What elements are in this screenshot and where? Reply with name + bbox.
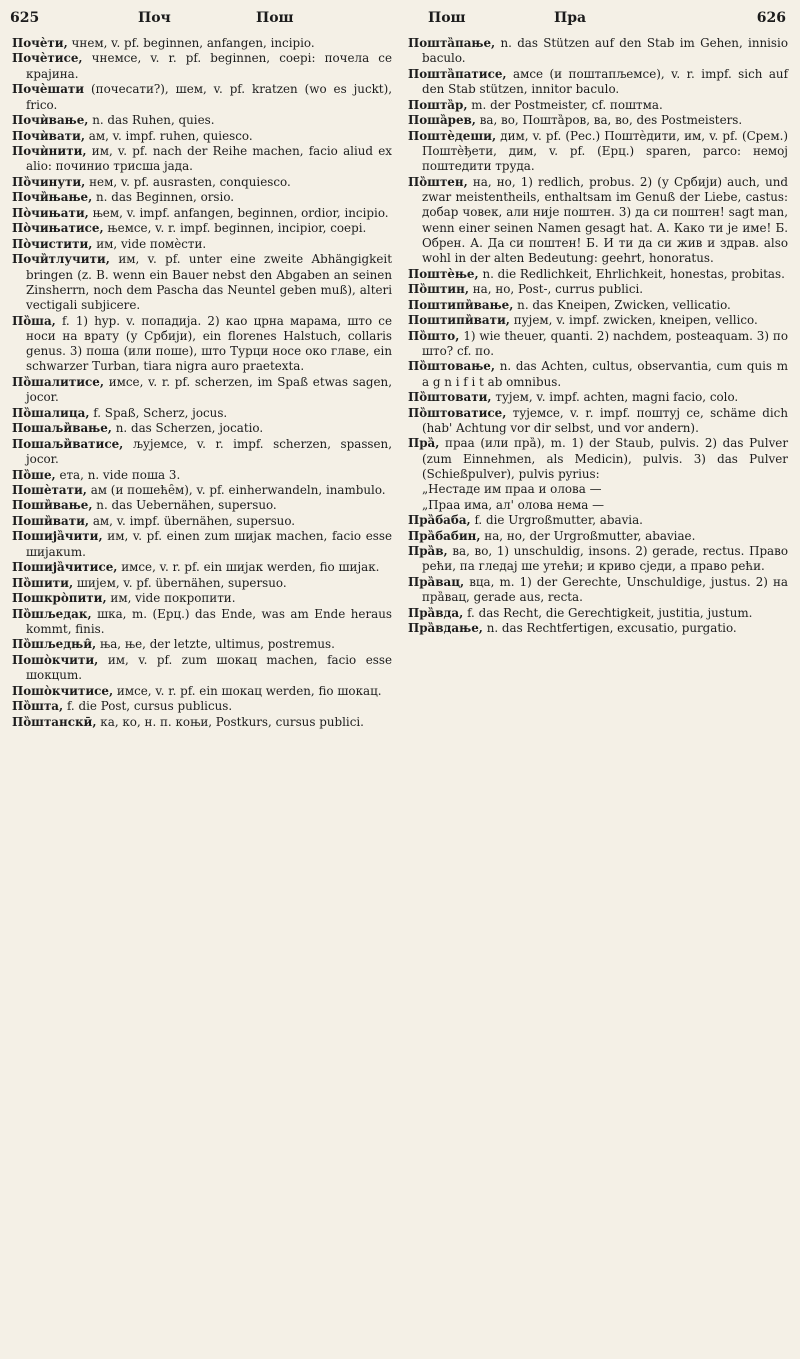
- entry-definition: n. das Beginnen, orsio.: [96, 190, 235, 205]
- verse-quote: „Нестаде им праа и олова —: [422, 482, 602, 497]
- entry-headword: Поша̏рев,: [408, 113, 476, 128]
- entry-definition: им, v. pf. unter eine zweite Abhängigkeit bringen (z. B. wenn ein Bauer nebst den Abgaben an seinen Zinsherrn, noch dem Pascha das Neuntel geben muß), alteri vectigali subjicere.: [26, 252, 392, 313]
- dictionary-entry: [12, 144, 392, 175]
- entry-headword: Почѝвање,: [12, 113, 89, 128]
- entry-definition: им, v. pf. zum шокац machen, facio esse шокцum.: [26, 652, 393, 683]
- entry-definition: шка, m. (Ерц.) das Ende, was am Ende heraus kommt, finis.: [26, 606, 392, 636]
- entry-definition: ња, ње, der letzte, ultimus, postremus.: [99, 637, 335, 652]
- dictionary-entry: [12, 684, 392, 699]
- entry-definition: 1) wie theuer, quanti. 2) nachdem, posteaquam. 3) по што? cf. по.: [422, 328, 788, 358]
- entry-headword: Пра̏вдање,: [408, 621, 483, 636]
- entry-definition: n. das Kneipen, Zwicken, vellicatio.: [517, 297, 731, 312]
- entry-definition: им, v. pf. einen zum шијак machen, facio esse шијакum.: [26, 529, 392, 559]
- entry-headword: Почѝвати,: [12, 128, 85, 143]
- entry-definition: њем, v. impf. anfangen, beginnen, ordior, incipio.: [92, 205, 389, 220]
- dictionary-entry: [12, 715, 392, 730]
- entry-definition: тујем, v. impf. achten, magni facio, colo.: [495, 390, 739, 405]
- entry-headword: Пра̏бабин,: [408, 528, 481, 543]
- entry-definition: љујемсе, v. r. impf. scherzen, spassen, jocor.: [26, 436, 392, 467]
- entry-headword: По̏чинути,: [12, 174, 86, 189]
- entry-definition: n. das Stützen auf den Stab im Gehen, innisio baculo.: [422, 36, 788, 66]
- dictionary-entry: [12, 483, 392, 498]
- running-head-left-1: Поч: [138, 10, 171, 26]
- entry-headword: Пошо̀кчити,: [12, 652, 99, 667]
- entry-definition: праа (или пра̏), m. 1) der Staub, pulvis. 2) das Pulver (zum Einnehmen, als Medicin), pulvis. 3) das Pulver (Schießpulver), pulvis pyrius:: [422, 436, 789, 481]
- entry-headword: Поши̏вати,: [12, 513, 90, 528]
- entry-headword: По̏штанскӣ,: [12, 714, 97, 729]
- dictionary-entry: [12, 637, 392, 652]
- entry-definition: m. der Postmeister, cf. поштма.: [471, 97, 663, 112]
- verse-quote: „Праа има, ал' олова нема —: [422, 497, 605, 512]
- entry-headword: Пошаљи̏вање,: [12, 421, 112, 436]
- entry-headword: По̏шљедњи̑,: [12, 637, 97, 652]
- entry-headword: По̏штоватисе,: [408, 405, 507, 420]
- dictionary-entry: [12, 221, 392, 236]
- entry-headword: Пошо̀кчитисе,: [12, 683, 114, 698]
- dictionary-entry: [408, 513, 788, 528]
- entry-definition: чнем, v. pf. beginnen, anfangen, incipio.: [71, 36, 315, 50]
- entry-headword: Пошија̏чити,: [12, 529, 103, 544]
- entry-headword: Пра̏в,: [408, 543, 448, 558]
- entry-headword: Поштипи̏вати,: [408, 313, 510, 328]
- dictionary-entry: [12, 437, 392, 468]
- entry-headword: Пра̏вда,: [408, 605, 464, 620]
- entry-headword: Пошѐтати,: [12, 482, 87, 497]
- dictionary-entry: [12, 514, 392, 529]
- entry-definition: тујемсе, v. r. impf. поштуј се, schäme dich (hab' Achtung vor dir selbst, und vor andern).: [422, 405, 789, 435]
- running-head-right-1: Пош: [428, 10, 466, 26]
- entry-definition: имсе, v. r. pf. ein шокац werden, fio шокац.: [116, 683, 382, 698]
- columns: [8, 36, 792, 730]
- entry-headword: Пошта̏р,: [408, 97, 468, 112]
- dictionary-entry: [408, 313, 788, 328]
- entry-definition: имсе, v. r. pf. scherzen, im Spaß etwas sagen, jocor.: [26, 374, 392, 405]
- dictionary-entry: [408, 406, 788, 437]
- entry-headword: По̀чистити,: [12, 236, 93, 251]
- entry-headword: По̀чињати,: [12, 205, 89, 220]
- entry-headword: По̏шта,: [12, 699, 64, 714]
- entry-definition: n. das Achten, cultus, observantia, cum quis m a g n i f i t ab omnibus.: [422, 359, 788, 389]
- dictionary-entry: [12, 190, 392, 205]
- entry-headword: Пошта̏патисе,: [408, 66, 507, 81]
- entry-headword: По̏штовање,: [408, 359, 495, 374]
- dictionary-entry: [408, 606, 788, 621]
- entry-definition: вца, m. 1) der Gerechte, Unschuldige, justus. 2) на пра̏вац, gerade aus, recta.: [422, 574, 789, 605]
- entry-definition: f. Spaß, Scherz, jocus.: [93, 405, 228, 420]
- dictionary-entry: [408, 621, 788, 636]
- entry-headword: Пра̏вац,: [408, 574, 465, 589]
- dictionary-entry: [12, 653, 392, 684]
- entry-headword: Почѐти,: [12, 36, 68, 50]
- entry-definition: шијем, v. pf. übernähen, supersuo.: [76, 575, 287, 590]
- entry-headword: По̏ше,: [12, 467, 56, 482]
- dictionary-entry: [12, 36, 392, 51]
- page-number-left: 625: [10, 10, 40, 26]
- dictionary-entry: [408, 282, 788, 297]
- dictionary-entry: [408, 175, 788, 267]
- running-head-left-2: Пош: [256, 10, 294, 26]
- dictionary-entry: [12, 206, 392, 221]
- dictionary-entry: [12, 375, 392, 406]
- dictionary-entry: [12, 560, 392, 575]
- dictionary-entry: [408, 575, 788, 606]
- entry-definition: им, vide покропити.: [110, 591, 236, 606]
- entry-definition: њемсе, v. r. impf. beginnen, incipior, coepi.: [107, 221, 367, 236]
- dictionary-entry: [408, 359, 788, 390]
- dictionary-entry: [12, 252, 392, 313]
- page-header: [8, 8, 792, 30]
- entry-headword: Пошта̏пање,: [408, 36, 496, 50]
- entry-headword: По̏шити,: [12, 575, 74, 590]
- dictionary-entry: [12, 314, 392, 375]
- entry-headword: По̏ша,: [12, 313, 56, 328]
- entry-definition: ам (и пошеће̑м), v. pf. einherwandeln, inambulo.: [90, 482, 386, 497]
- dictionary-entry: [12, 498, 392, 513]
- entry-headword: Пошкро̀пити,: [12, 591, 107, 606]
- dictionary-entry: [408, 113, 788, 128]
- dictionary-entry: [408, 98, 788, 113]
- entry-headword: Почи̏тлучити,: [12, 252, 110, 267]
- entry-definition: пујем, v. impf. zwicken, kneipen, vellico.: [513, 313, 758, 328]
- entry-definition: ета, n. vide поша 3.: [59, 467, 181, 482]
- dictionary-entry: [12, 468, 392, 483]
- dictionary-entry: [12, 129, 392, 144]
- dictionary-entry: [12, 576, 392, 591]
- dictionary-entry: [408, 298, 788, 313]
- entry-headword: Поштѐње,: [408, 266, 479, 281]
- entry-definition: чнемсе, v. r. pf. beginnen, coepi: почела се крајина.: [26, 51, 392, 81]
- entry-definition: n. die Redlichkeit, Ehrlichkeit, honestas, probitas.: [482, 266, 785, 281]
- entry-definition: n. das Scherzen, jocatio.: [115, 421, 264, 436]
- entry-definition: n. das Uebernähen, supersuo.: [96, 498, 277, 513]
- running-head-right-2: Пра: [554, 10, 587, 26]
- entry-definition: нем, v. pf. ausrasten, conquiesco.: [89, 174, 291, 189]
- dictionary-entry: [12, 237, 392, 252]
- entry-headword: Поши̏вање,: [12, 498, 93, 513]
- dictionary-entry: [12, 529, 392, 560]
- entry-headword: По̏штин,: [408, 282, 469, 297]
- entry-definition: f. 1) hyp. v. попадија. 2) као црна марама, што се носи на врату (у Србији), ein florenes Halstuch, collaris genus. 3) поша (или поше), што Турци носе око главе, ein schwarzer Turban, tiara nigra auro praetexta.: [26, 313, 392, 374]
- dictionary-entry: [408, 267, 788, 282]
- entry-headword: Пошија̏читисе,: [12, 560, 118, 575]
- entry-definition: на, но, 1) redlich, probus. 2) (у Србији) auch, und zwar meistentheils, enthaltsam im Genuß der Liebe, castus: добар човек, али није поштен. 3) да си поштен! sagt man, wenn einer seinen Namen gesagt hat. А. Како ти је име! Б. Обрен. А. Да си поштен! Б. И ти да си жив и здрав. also wohl in der alten Bedeutung: geehrt, honoratus.: [422, 174, 789, 266]
- entry-definition: на, но, Post-, currus publici.: [472, 282, 644, 297]
- entry-headword: Пошаљи̏ватисе,: [12, 436, 124, 451]
- entry-definition: дим, v. pf. (Рес.) Поштѐдити, им, v. pf. (Срем.) Поштѐђети, дим, v. pf. (Ерц.) sparen, parco: немој поштедити труда.: [422, 128, 788, 174]
- entry-definition: f. die Urgroßmutter, abavia.: [474, 513, 643, 528]
- dictionary-entry: [12, 51, 392, 82]
- entry-headword: Почѐтисе,: [12, 51, 83, 66]
- entry-definition: им, vide помèсти.: [96, 236, 207, 251]
- entry-definition: им, v. pf. nach der Reihe machen, facio aliud ex alio: починио трисша јада.: [26, 144, 392, 174]
- dictionary-entry: [408, 390, 788, 405]
- dictionary-entry: [12, 421, 392, 436]
- dictionary-entry: [408, 36, 788, 67]
- entry-headword: По̀чињатисе,: [12, 221, 104, 236]
- entry-headword: Почѝнити,: [12, 144, 87, 159]
- right-column: [400, 36, 792, 730]
- dictionary-entry: [408, 529, 788, 544]
- entry-headword: По̏шалица,: [12, 405, 90, 420]
- entry-definition: f. die Post, cursus publicus.: [66, 699, 233, 714]
- dictionary-entry: [12, 175, 392, 190]
- dictionary-entry: [12, 607, 392, 638]
- entry-definition: амсе (и поштапљемсе), v. r. impf. sich auf den Stab stützen, innitor baculo.: [422, 66, 788, 97]
- dictionary-entry: [12, 113, 392, 128]
- dictionary-entry: [408, 67, 788, 98]
- entry-headword: По̏штен,: [408, 174, 468, 189]
- dictionary-entry: [408, 129, 788, 175]
- entry-headword: По̏шљедак,: [12, 606, 92, 621]
- entry-definition: n. das Ruhen, quies.: [92, 113, 215, 128]
- left-column: [8, 36, 400, 730]
- entry-headword: По̏шалитисе,: [12, 374, 104, 389]
- entry-definition: ва, во, 1) unschuldig, insons. 2) gerade, rectus. Право рећи, па гледај ше утећи; и криво сједи, а право рећи.: [422, 543, 789, 574]
- entry-headword: По̏штовати,: [408, 390, 492, 405]
- entry-headword: Пра̏,: [408, 436, 440, 451]
- dictionary-entry: [12, 699, 392, 714]
- entry-definition: имсе, v. r. pf. ein шијак werden, fio шијак.: [121, 560, 380, 575]
- dictionary-entry: [408, 436, 788, 482]
- entry-definition: f. das Recht, die Gerechtigkeit, justitia, justum.: [467, 605, 753, 620]
- entry-headword: Пра̏баба,: [408, 513, 471, 528]
- entry-definition: ам, v. impf. übernähen, supersuo.: [92, 513, 296, 528]
- entry-headword: Поштипи̏вање,: [408, 297, 514, 312]
- entry-definition: на, но, der Urgroßmutter, abaviae.: [484, 528, 696, 543]
- dictionary-entry: [12, 82, 392, 113]
- entry-definition: ка, ко, н. п. коњи, Postkurs, cursus publici.: [100, 714, 364, 729]
- entry-headword: Почи̏њање,: [12, 190, 93, 205]
- entry-definition: ва, во, Пошта̏ров, ва, во, des Postmeisters.: [479, 113, 743, 128]
- entry-definition: (почесати?), шем, v. pf. kratzen (wo es juckt), frico.: [26, 82, 393, 112]
- page-number-right: 626: [756, 10, 786, 26]
- entry-definition: n. das Rechtfertigen, excusatio, purgatio.: [486, 621, 737, 636]
- entry-headword: Поштѐдеши,: [408, 128, 497, 143]
- entry-headword: По̏што,: [408, 328, 460, 343]
- entry-definition: ам, v. impf. ruhen, quiesco.: [88, 128, 253, 143]
- entry-headword: Почѐшати: [12, 82, 85, 97]
- dictionary-entry: [12, 406, 392, 421]
- dictionary-entry: [408, 544, 788, 575]
- dictionary-entry: [408, 329, 788, 360]
- dictionary-entry: [12, 591, 392, 606]
